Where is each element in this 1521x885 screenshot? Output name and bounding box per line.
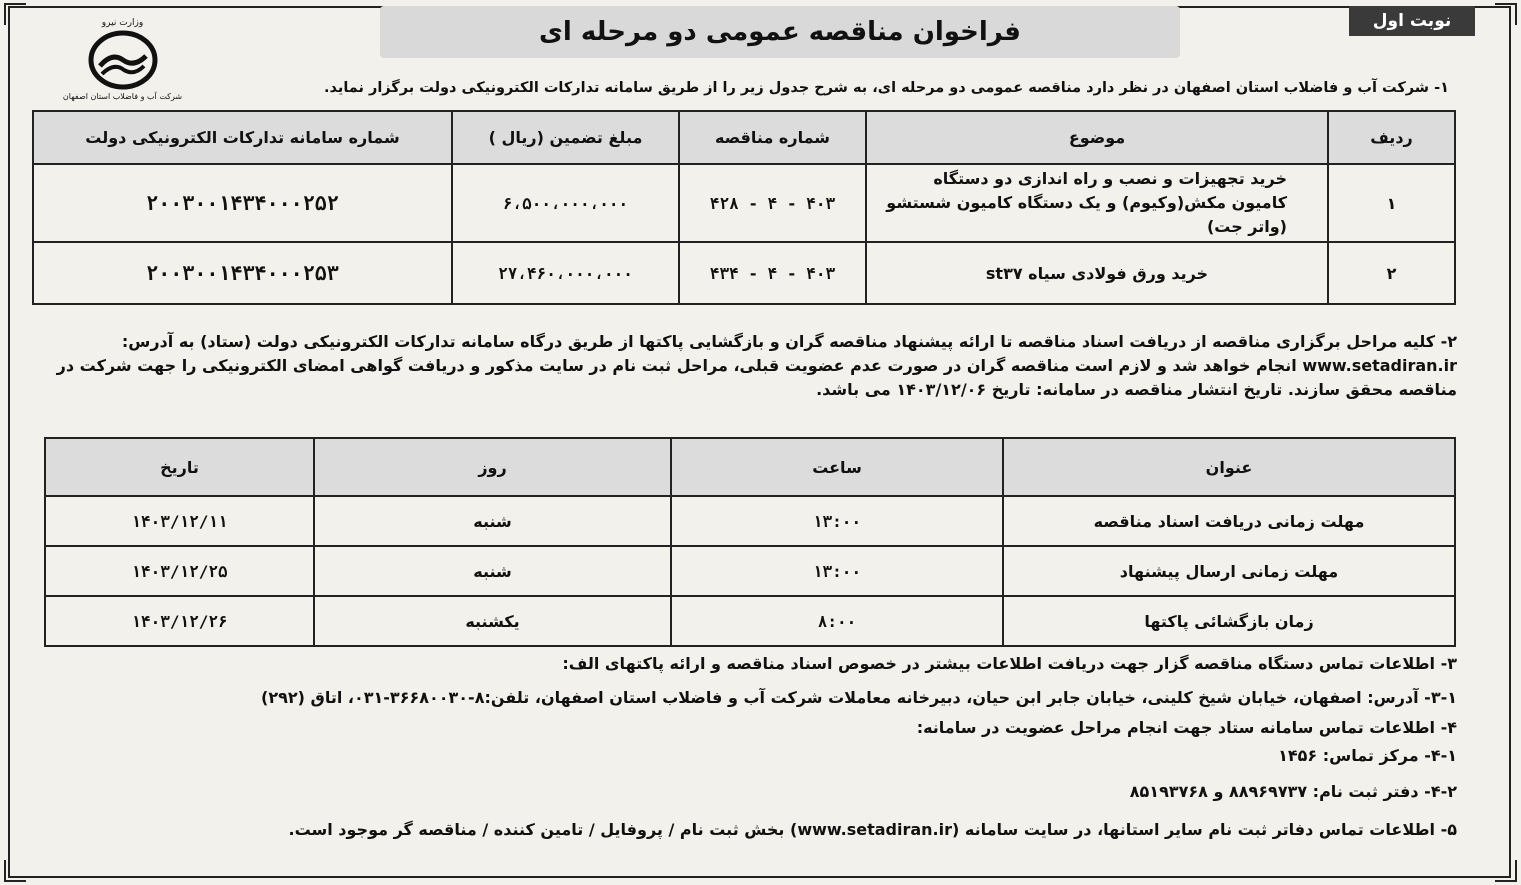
col-header-tender-no: شماره مناقصه [679,111,866,164]
logo-company-text: شرکت آب و فاضلاب استان اصفهان [62,92,183,101]
cell-guarantee: ۲۷،۴۶۰،۰۰۰،۰۰۰ [452,242,679,304]
cell-date: ۱۴۰۳/۱۲/۲۵ [45,546,314,596]
cell-system-no: ۲۰۰۳۰۰۱۴۳۴۰۰۰۲۵۲ [33,164,452,242]
schedule-table [44,437,1456,647]
frame-corner [1495,3,1517,25]
cell-time: ۱۳:۰۰ [671,496,1003,546]
cell-title: مهلت زمانی دریافت اسناد مناقصه [1003,496,1455,546]
provincial-offices-note: ۵- اطلاعات تماس دفاتر ثبت نام سایر استانها، در سایت سامانه (www.setadiran.ir) بخش ثبت نام / پروفایل / تامین کننده / مناقصه گر موجود است. [288,820,1457,839]
table-row [33,242,1455,304]
table-row [33,164,1455,242]
logo-ministry-text: وزارت نیرو [101,18,144,28]
frame-corner [4,860,26,882]
cell-date: ۱۴۰۳/۱۲/۲۶ [45,596,314,646]
cell-tender-no: ۴۰۳ - ۴ - ۴۲۸ [679,164,866,242]
cell-date: ۱۴۰۳/۱۲/۱۱ [45,496,314,546]
water-drop-logo-icon [88,30,158,90]
cell-day: شنبه [314,546,671,596]
round-badge: نوبت اول [1349,6,1475,36]
intro-paragraph: ۱- شرکت آب و فاضلاب استان اصفهان در نظر دارد مناقصه عمومی دو مرحله ای، به شرح جدول زیر را از طریق سامانه تدارکات الکترونیکی دولت برگزار نماید. [323,80,1449,96]
cell-row-number: ۱ [1328,164,1455,242]
col-header-date: تاریخ [45,438,314,496]
col-header-row: ردیف [1328,111,1455,164]
col-header-subject: موضوع [866,111,1328,164]
cell-subject: خرید ورق فولادی سیاه st۳۷ [866,242,1328,304]
table-header-row [33,111,1455,164]
cell-time: ۱۳:۰۰ [671,546,1003,596]
cell-day: شنبه [314,496,671,546]
col-header-time: ساعت [671,438,1003,496]
company-logo [40,18,205,110]
cell-title: زمان بازگشائی پاکتها [1003,596,1455,646]
table-header-row [45,438,1455,496]
call-center: ۴-۱- مرکز تماس: ۱۴۵۶ [1278,746,1457,765]
col-header-day: روز [314,438,671,496]
col-header-system-no: شماره سامانه تدارکات الکترونیکی دولت [33,111,452,164]
contact-address: ۳-۱- آدرس: اصفهان، خیابان شیخ کلینی، خیابان جابر ابن حیان، دبیرخانه معاملات شرکت آب و فاضلاب استان اصفهان، تلفن:۸-۳۶۶۸۰۰۳۰-۰۳۱، اتاق (۲۹۲) [261,688,1457,707]
page-title: فراخوان مناقصه عمومی دو مرحله ای [380,6,1180,58]
table-row [45,596,1455,646]
cell-title: مهلت زمانی ارسال پیشنهاد [1003,546,1455,596]
setad-contact-heading: ۴- اطلاعات تماس سامانه ستاد جهت انجام مراحل عضویت در سامانه: [916,718,1457,737]
cell-system-no: ۲۰۰۳۰۰۱۴۳۴۰۰۰۲۵۳ [33,242,452,304]
cell-time: ۸:۰۰ [671,596,1003,646]
cell-subject: خرید تجهیزات و نصب و راه اندازی دو دستگاه کامیون مکش(وکیوم) و یک دستگاه کامیون شستشو (واتر جت) [866,164,1328,242]
procedure-paragraph: ۲- کلیه مراحل برگزاری مناقصه از دریافت اسناد مناقصه تا ارائه پیشنهاد مناقصه گران و بازگشایی پاکتها از طریق درگاه سامانه تدارکات الکترونیکی دولت (ستاد) به آدرس: www.setadiran.ir انجام خواهد شد و لازم است مناقصه گران در صورت عدم عضویت قبلی، مراحل ثبت نام در سایت مذکور و دریافت گواهی امضای الکترونیکی را جهت شرکت در مناقصه محقق سازند. تاریخ انتشار مناقصه در سامانه: تاریخ ۱۴۰۳/۱۲/۰۶ می باشد. [56,332,1457,399]
cell-tender-no: ۴۰۳ - ۴ - ۴۳۴ [679,242,866,304]
frame-corner [1495,860,1517,882]
cell-row-number: ۲ [1328,242,1455,304]
contact-heading: ۳- اطلاعات تماس دستگاه مناقصه گزار جهت دریافت اطلاعات بیشتر در خصوص اسناد مناقصه و ارائه پاکتهای الف: [562,654,1457,673]
frame-corner [4,3,26,25]
table-row [45,496,1455,546]
tender-table [32,110,1456,305]
col-header-guarantee: مبلغ تضمین (ریال ) [452,111,679,164]
cell-guarantee: ۶،۵۰۰،۰۰۰،۰۰۰ [452,164,679,242]
cell-day: یکشنبه [314,596,671,646]
col-header-title: عنوان [1003,438,1455,496]
registration-office: ۴-۲- دفتر ثبت نام: ۸۸۹۶۹۷۳۷ و ۸۵۱۹۳۷۶۸ [1129,782,1457,801]
table-row [45,546,1455,596]
